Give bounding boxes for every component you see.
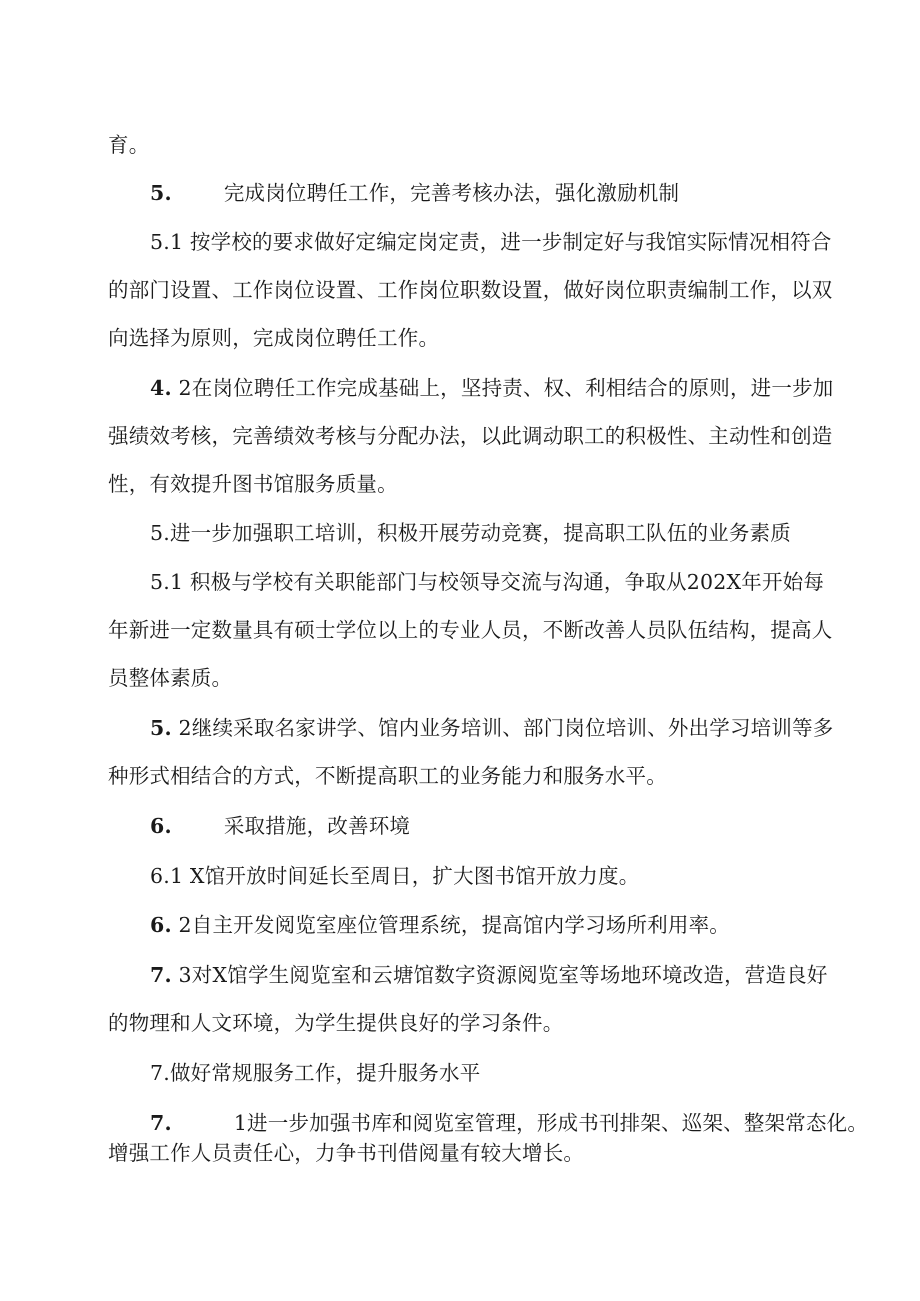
paragraph-text: 3对X馆学生阅览室和云塘馆数字资源阅览室等场地环境改造，营造良好 <box>178 963 828 987</box>
text-line: 5.1 积极与学校有关职能部门与校领导交流与沟通，争取从202X年开始每 <box>150 570 825 594</box>
paragraph-start <box>150 713 833 743</box>
paragraph-start <box>150 373 833 403</box>
text-line: 的物理和人文环境，为学生提供良好的学习条件。 <box>108 1011 564 1035</box>
heading-text: 采取措施，改善环境 <box>223 814 411 838</box>
section-heading: 7.做好常规服务工作，提升服务水平 <box>150 1061 481 1085</box>
section-number: 5. <box>150 716 172 740</box>
paragraph-start <box>150 910 730 940</box>
paragraph-text: 1进一步加强书库和阅览室管理，形成书刊排架、巡架、整架常态化。 <box>233 1111 869 1135</box>
section-number: 5. <box>150 181 172 205</box>
section-heading <box>150 811 410 841</box>
section-heading: 5.进一步加强职工培训，积极开展劳动竞赛，提高职工队伍的业务素质 <box>150 521 791 545</box>
text-line: 5.1 按学校的要求做好定编定岗定责，进一步制定好与我馆实际情况相符合 <box>150 230 832 254</box>
text-line: 员整体素质。 <box>108 666 233 690</box>
text-line: 性，有效提升图书馆服务质量。 <box>108 472 398 496</box>
section-number: 6. <box>150 913 172 937</box>
paragraph-text: 2自主开发阅览室座位管理系统，提高馆内学习场所利用率。 <box>178 913 730 937</box>
heading-text: 完成岗位聘任工作，完善考核办法，强化激励机制 <box>223 181 680 205</box>
text-line: 的部门设置、工作岗位设置、工作岗位职数设置，做好岗位职责编制工作，以双 <box>108 278 833 302</box>
paragraph-start <box>150 960 828 990</box>
section-number: 4. <box>150 376 172 400</box>
section-heading <box>150 178 679 208</box>
text-line: 年新进一定数量具有硕士学位以上的专业人员，不断改善人员队伍结构，提高人 <box>108 618 833 642</box>
paragraph-start <box>150 1108 868 1138</box>
text-line: 增强工作人员责任心，力争书刊借阅量有较大增长。 <box>108 1141 585 1165</box>
text-line: 种形式相结合的方式，不断提高职工的业务能力和服务水平。 <box>108 764 667 788</box>
paragraph-text: 2继续采取名家讲学、馆内业务培训、部门岗位培训、外出学习培训等多 <box>178 716 834 740</box>
text-line: 向选择为原则，完成岗位聘任工作。 <box>108 326 440 350</box>
section-number: 6. <box>150 814 172 838</box>
text-line: 育。 <box>108 133 150 157</box>
section-number: 7. <box>150 1111 172 1135</box>
text-line: 强绩效考核，完善绩效考核与分配办法，以此调动职工的积极性、主动性和创造 <box>108 424 833 448</box>
paragraph-text: 2在岗位聘任工作完成基础上，坚持责、权、利相结合的原则，进一步加 <box>178 376 834 400</box>
text-line: 6.1 X馆开放时间延长至周日，扩大图书馆开放力度。 <box>150 864 640 888</box>
section-number: 7. <box>150 963 172 987</box>
